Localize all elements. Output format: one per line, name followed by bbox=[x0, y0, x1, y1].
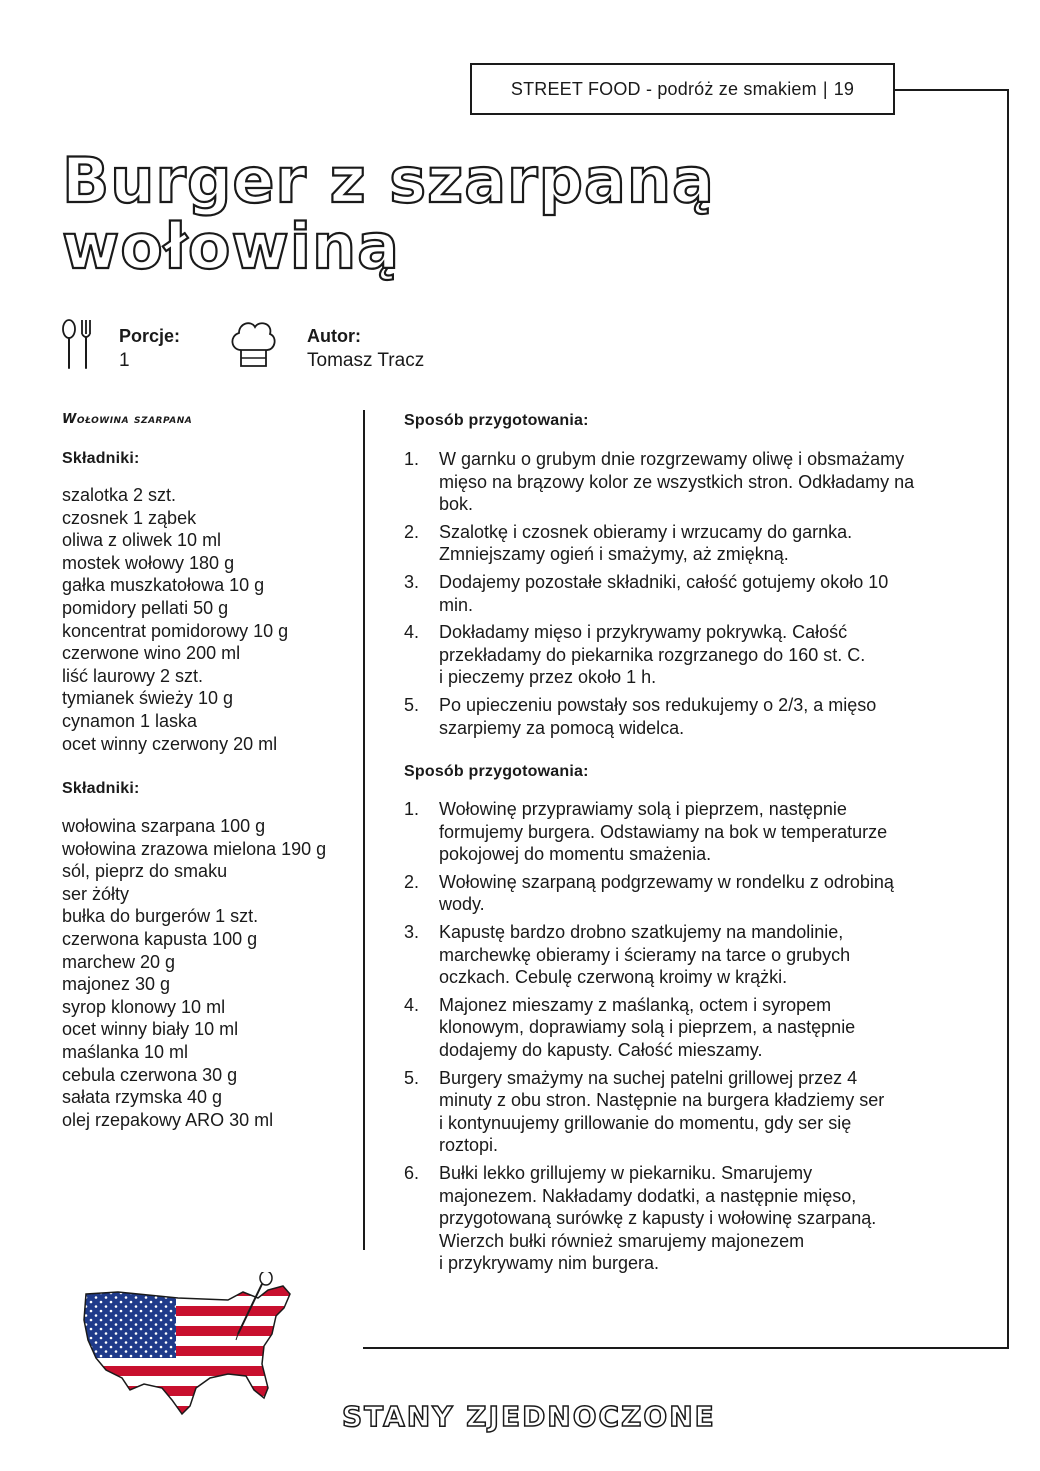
step-item bbox=[404, 921, 964, 989]
step-text bbox=[439, 871, 964, 916]
step-text-line: roztopi. bbox=[439, 1135, 499, 1156]
step-text-line: Szalotkę i czosnek obieramy i wrzucamy do garnka. bbox=[439, 521, 853, 542]
cutlery-icon bbox=[60, 318, 96, 372]
step-text-line: Wierzch bułki również smarujemy majonezem bbox=[439, 1230, 805, 1251]
step-item bbox=[404, 1162, 964, 1275]
step-text-line: bok. bbox=[439, 494, 474, 515]
usa-flag-map-icon bbox=[78, 1272, 303, 1427]
step-text bbox=[439, 798, 964, 866]
ingredient-item: mostek wołowy 180 g bbox=[62, 552, 235, 573]
step-text-line: formujemy burgera. Odstawiamy na bok w temperaturze bbox=[439, 821, 888, 842]
steps-2-heading: Sposób przygotowania: bbox=[404, 763, 589, 780]
step-item bbox=[404, 994, 964, 1062]
step-number: 5. bbox=[404, 1067, 420, 1088]
magazine-name: STREET FOOD bbox=[510, 78, 641, 99]
step-item bbox=[404, 1067, 964, 1157]
author-value: Tomasz Tracz bbox=[307, 350, 425, 371]
step-text-line: przygotowaną surówkę z kapusty i wołowinę szarpaną. bbox=[439, 1208, 877, 1229]
ingredient-item: maślanka 10 ml bbox=[62, 1041, 189, 1062]
step-text-line: pokojowej do momentu smażenia. bbox=[439, 844, 712, 865]
step-number: 1. bbox=[404, 449, 420, 469]
step-text-line: Dokładamy mięso i przykrywamy pokrywką. Całość bbox=[439, 622, 848, 643]
step-text-line: Zmniejszamy ogień i smażymy, aż zmiękną. bbox=[439, 544, 789, 565]
recipe-title bbox=[62, 144, 715, 283]
magazine-subtitle: - podróż ze smakiem bbox=[645, 78, 817, 99]
step-number: 1. bbox=[404, 799, 420, 819]
ingredient-item: czosnek 1 ząbek bbox=[62, 507, 197, 528]
step-text bbox=[439, 571, 964, 616]
frame-line-bottom bbox=[363, 1347, 1009, 1349]
step-text-line: Dodajemy pozostałe składniki, całość gotujemy około 10 bbox=[439, 571, 889, 592]
step-text-line: mięso na brązowy kolor ze wszystkich stron. Odkładamy na bbox=[439, 471, 915, 492]
step-item bbox=[404, 571, 964, 616]
ingredient-item: cebula czerwona 30 g bbox=[62, 1064, 238, 1085]
step-item bbox=[404, 694, 964, 739]
step-text-line: min. bbox=[439, 594, 474, 615]
step-item bbox=[404, 448, 964, 516]
ingredients-1-list bbox=[62, 484, 288, 755]
column-divider bbox=[363, 410, 365, 1250]
step-text bbox=[439, 1162, 964, 1275]
servings-label: Porcje: bbox=[119, 326, 181, 346]
ingredient-item: wołowina szarpana 100 g bbox=[62, 816, 266, 836]
step-text bbox=[439, 994, 964, 1062]
steps-1-heading: Sposób przygotowania: bbox=[404, 412, 589, 429]
step-text-line: Wołowinę przyprawiamy solą i pieprzem, następnie bbox=[439, 799, 847, 819]
step-number: 4. bbox=[404, 622, 420, 643]
step-number: 3. bbox=[404, 571, 420, 592]
ingredient-item: liść laurowy 2 szt. bbox=[62, 665, 204, 686]
servings-value: 1 bbox=[119, 350, 130, 371]
step-text-line: Burgery smażymy na suchej patelni grillowej przez 4 bbox=[439, 1067, 858, 1088]
ingredient-item: czerwona kapusta 100 g bbox=[62, 928, 258, 949]
page-number: 19 bbox=[833, 78, 855, 99]
step-text bbox=[439, 621, 964, 689]
ingredient-item: tymianek świeży 10 g bbox=[62, 688, 234, 709]
chef-hat-icon bbox=[228, 318, 278, 370]
steps-1-list bbox=[404, 448, 964, 744]
ingredient-item: czerwone wino 200 ml bbox=[62, 643, 241, 664]
step-text-line: majonezem. Nakładamy dodatki, a następnie mięso, bbox=[439, 1185, 857, 1206]
ingredient-item: oliwa z oliwek 10 ml bbox=[62, 530, 222, 551]
ingredient-item: ocet winny czerwony 20 ml bbox=[62, 733, 278, 754]
author-label: Autor: bbox=[307, 326, 361, 346]
recipe-title-line1: Burger z szarpaną bbox=[62, 144, 715, 217]
step-item bbox=[404, 871, 964, 916]
step-item bbox=[404, 521, 964, 566]
step-item bbox=[404, 621, 964, 689]
step-number: 5. bbox=[404, 694, 420, 715]
step-text-line: W garnku o grubym dnie rozgrzewamy oliwę i obsmażamy bbox=[439, 449, 905, 469]
step-text bbox=[439, 448, 964, 516]
step-text-line: Kapustę bardzo drobno szatkujemy na mandolinie, bbox=[439, 921, 844, 942]
ingredients-2-heading: Składniki: bbox=[62, 780, 140, 797]
step-text-line: Bułki lekko grillujemy w piekarniku. Smarujemy bbox=[439, 1162, 813, 1183]
ingredient-item: marchew 20 g bbox=[62, 951, 176, 972]
step-text-line: i pieczemy przez około 1 h. bbox=[439, 667, 657, 688]
ingredient-item: ocet winny biały 10 ml bbox=[62, 1019, 239, 1040]
step-text bbox=[439, 921, 964, 989]
step-text-line: Wołowinę szarpaną podgrzewamy w rondelku z odrobiną bbox=[439, 871, 894, 892]
step-text-line: i przykrywamy nim burgera. bbox=[439, 1253, 660, 1274]
step-text-line: oczkach. Cebulę czerwoną kroimy w krążki. bbox=[439, 967, 788, 988]
step-item bbox=[404, 798, 964, 866]
step-text-line: szarpiemy za pomocą widelca. bbox=[439, 717, 685, 738]
ingredient-item: syrop klonowy 10 ml bbox=[62, 996, 226, 1017]
ingredient-item: sól, pieprz do smaku bbox=[62, 861, 228, 882]
step-number: 2. bbox=[404, 521, 420, 542]
step-number: 4. bbox=[404, 994, 420, 1015]
header-separator: | bbox=[822, 78, 828, 99]
ingredient-item: cynamon 1 laska bbox=[62, 710, 198, 731]
step-number: 3. bbox=[404, 921, 420, 942]
ingredient-item: bułka do burgerów 1 szt. bbox=[62, 906, 259, 927]
ingredient-item: pomidory pellati 50 g bbox=[62, 597, 229, 618]
ingredient-item: gałka muszkatołowa 10 g bbox=[62, 575, 265, 596]
ingredient-item: szalotka 2 szt. bbox=[62, 485, 177, 505]
header-box bbox=[470, 63, 895, 115]
country-name: STANY ZJEDNOCZONE bbox=[342, 1400, 716, 1433]
section-title: Wołowina szarpana bbox=[62, 412, 193, 427]
step-text-line: dodajemy do kapusty. Całość mieszamy. bbox=[439, 1039, 763, 1060]
step-text bbox=[439, 521, 964, 566]
step-number: 6. bbox=[404, 1162, 420, 1183]
step-text-line: wody. bbox=[439, 894, 485, 915]
step-text-line: klonowym, doprawiamy solą i pieprzem, a następnie bbox=[439, 1017, 856, 1038]
step-text-line: minuty z obu stron. Następnie na burgera kładziemy ser bbox=[439, 1090, 885, 1111]
step-text-line: i kontynuujemy grillowanie do momentu, gdy ser się bbox=[439, 1112, 852, 1133]
ingredient-item: olej rzepakowy ARO 30 ml bbox=[62, 1109, 274, 1130]
recipe-title-line2: wołowiną bbox=[62, 210, 400, 283]
ingredient-item: ser żółty bbox=[62, 883, 130, 904]
ingredients-2-list bbox=[62, 815, 326, 1131]
step-text-line: przekładamy do piekarnika rozgrzanego do 160 st. C. bbox=[439, 644, 866, 665]
ingredient-item: sałata rzymska 40 g bbox=[62, 1087, 223, 1108]
ingredient-item: majonez 30 g bbox=[62, 974, 171, 995]
frame-line-right bbox=[1007, 89, 1009, 1349]
frame-line-top bbox=[895, 89, 1009, 91]
step-text-line: marchewkę obieramy i ścieramy na tarce o grubych bbox=[439, 944, 851, 965]
ingredients-1-heading: Składniki: bbox=[62, 450, 140, 467]
step-text bbox=[439, 1067, 964, 1157]
steps-2-list bbox=[404, 798, 964, 1280]
ingredient-item: koncentrat pomidorowy 10 g bbox=[62, 620, 289, 641]
step-text-line: Po upieczeniu powstały sos redukujemy o 2/3, a mięso bbox=[439, 694, 877, 715]
step-number: 2. bbox=[404, 871, 420, 892]
step-text bbox=[439, 694, 964, 739]
step-text-line: Majonez mieszamy z maślanką, octem i syropem bbox=[439, 994, 832, 1015]
ingredient-item: wołowina zrazowa mielona 190 g bbox=[62, 838, 327, 859]
